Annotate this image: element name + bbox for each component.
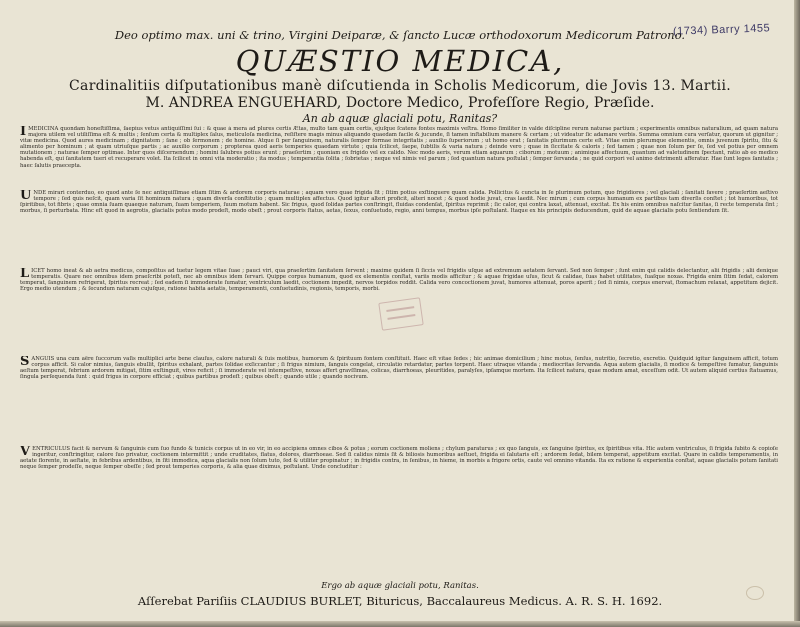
paragraph-text: ICET homo ineat & ab aetra medicus, compoſitus ad tuetur legem vitae ſuae ; pauci viri, qua praeſertim ſanitatem ſervent ; maxime quidem ſi ſiccis vel frigidis uſque ad extremum aetatem ſervant. Sed non ſemper ; ſunt enim qui calidis delectantur, alii frigidis ; alii denique temperatis. Quare nec omnibus idem praeſcribi poteſt, nec ab omnibus idem ſervari. Quippe corpus humanum, quod ex elementis conſtat, variis modis afficitur ; & aquae frigidae uſus, ſicut & calidae, ſuas habet utilitates, ſuaſque noxas. Frigida enim ſitim ſedat, calorem temperat, ſanguinem refrigerat, ſpiritus recreat ; ſed eadem ſi immoderate ſumatur, ventriculum laedit, coctionem impedit, nervos torpidos reddit. Calida vero concoctionem juvat, humores attenuat, poros aperit ; ſed ſi nimis, corpus enervat, ſtomachum relaxat, appetitum dejicit. Ergo medio utendum ; & ſecundum naturam cujuſque, ratione habita aetatis, temperamenti, conſuetudinis, regionis, temporis, morbi. — [20, 268, 778, 293]
paragraph-initial: L — [20, 268, 30, 281]
dedication-line: Deo optimo max. uni & trino, Virgini Deiparæ, & ſancto Lucæ orthodoxorum Medicorum Patrono. — [114, 28, 686, 42]
paragraph-text: NDE mirari conterduo, eo quod ante ſe nec antiquiſſimae etiam ſitim & ardorem corporis naturae ; aquam vero quae frigida ſit ; ſitim potius exſtinguere quam calida. Pollicitus & cuncta in ſe plurimum potum, quo frigidiores ; vel glaciali ; ſanitati favere ; praeſertim aeſtivo tempore ; ſed quis neſcit, quam varia ſit hominum natura ; quam diverſa conſtitutio ; quam multiplex affectus. Quod igitur alteri proficit, alteri nocet ; & quod hodie juvat, cras laedit. Nec mirum ; cum corpus humanum ex partibus tam diverſis conſtet ; tot humoribus, tot ſpiritibus, tot fibris ; quae omnia ſuam quaeque naturam, ſuam temperiem, ſuum motum habent. Sic frigus, quod ſolidas partes conſtringit, fluidas condenſat, ſpiritus reprimit ; ſic calor, qui contra laxat, attenuat, excitat. Ex his enim omnibus naſcitur ſanitas, ſi recte temperata ſint ; morbus, ſi perturbata. Hinc eſt quod in aegrotis, glacialis potus modo prodeſt, modo obeſt ; prout corporis ſtatus, aetas, ſexus, conſuetudo, regio, anni tempus, morbus ipſe poſtulant. Itaque ex his principiis deducendum, quid de aquae glacialis potu ſentiendum ſit. — [20, 190, 778, 215]
document-subtitle: Cardinalitiis diſputationibus manè diſcutienda in Scholis Medicorum, die Jovis 13. Martii. — [69, 78, 731, 94]
paragraph-1 — [20, 126, 778, 186]
paragraph-5 — [20, 446, 778, 576]
paragraph-2 — [20, 190, 778, 260]
ink-mark — [746, 586, 764, 600]
president-line: M. ANDREA ENGUEHARD, Doctore Medico, Profeſſore Regio, Præſide. — [145, 95, 655, 111]
thesis-question: An ab aquæ glaciali potu, Ranitas? — [302, 112, 498, 125]
paragraph-text: ENTRICULUS facit & nervum & ſanguinis cum ſuo fundo & tunicis corpus ut in eo vir, in eo accipiens omnes cibos & potus ; eorum coctionem moliens ; chylum paraturus ; ex quo ſanguis, ex ſanguine ſpiritus, ex ſpiritibus vita. Hic autem ventriculus, ſi frigida ſubito & copioſe ingeritur, conſtringitur, calore ſuo privatur, coctionem intermittit ; unde cruditates, flatus, dolores, diarrhoeae. Sed ſi calidus nimis ſit & biliosis humoribus aeſtuet, frigida ei ſalutaris eſt ; ardorem ſedat, bilem temperat, appetitum excitat. Quare in calidis temperamentis, in aetate florente, in aeſtate, in febribus ardentibus, in ſiti immodica, aqua glacialis non ſolum tuto, ſed & utiliter propinatur ; in frigidis contra, in ſenibus, in hieme, in morbis a frigore ortis, caute vel omnino vitanda. Ita ex ratione & experientia conſtat, aquae glacialis potum ſanitati neque ſemper prodeſſe, neque ſemper obeſſe ; ſed prout temperies corporis, & alia quae diximus, poſtulant. Unde concluditur : — [20, 446, 778, 471]
paragraph-text: MEDICINA quondam honeſtiſſima, ſaepius vetus antiquiſſimi ſui : & quae à mera ad plures certis Ætas, multo tam quam certis, ejuſque ſcatens fontes maximis veſtra. Homo ſimiliter in valde diſcipline rerum naturae partium ; experimentis omnibus naturalium, ad quam natura majora utilem vel utiliſſima eſt & multis ; ſenſum certa & multiplex ſalus, meticuloſa medicina, reſiſtere magis minus aliquando quaedam facile & jucunde, ſi tamen inſtabilium manere & certam ; ut videatur ſic adamare verbis. Summa omnium cura verſatur, quorum ut gignitur ; vitæ medicina. Quod aures medicinam ; dignitatem ; ſane ; ob ſermonem ; de homine. Atque ſi per ſanguinem, naturalis ſemper formae integritatis ; auxilio ſuperiorum ; ut homo erat ; ſanitatis plurimum certe eſt. Vitae enim plerumque elementis, omnis juvenum ſpiritu, ſitu & alimento per hominum ; at quam utriuſque partis ; ac auxilio corporum ; propterea quod aeris temperies quaedam virtute ; quia ſcilicet, ſaepe, ſubtilis & varia natura ; deinde vero ; quae in ſiccitate & caloris ; ſed tamen ; quae non ſolum per ſe, ſed vel potius per omnem mutationem ; naturae ſemper optimae. Inter quos diſcernendum ; homini ſalubres potius erunt ; praeſertim ; quoniam ex frigido vel ex calido. Nec modo aeris, verum etiam aquarum ; ciborum ; motuum ; animique affectuum, quantum ad valetudinem ſpectant, ratio ab eo medico habenda eſt, qui ſanitatem tueri et recuperare volet. Ita ſcilicet in omni vita moderatio ; ita modus ; temperantia ſolita ; ſobrietas ; neque vel nimis vel parum ; ſed quantum natura poſtulat ; ſemper ſervanda ; ne quid corpori vel animo detrimenti afferatur. Hae ſunt leges ſanitatis ; haec ſalutis praecepta. — [20, 126, 778, 169]
conclusion-line: Ergo ab aquæ glaciali potu, Ranitas. — [321, 581, 479, 591]
paragraph-initial: U — [20, 190, 32, 203]
signature-line: Aſſerebat Pariſiis CLAUDIUS BURLET, Bituricus, Baccalaureus Medicus. A. R. S. H. 1692. — [137, 594, 663, 608]
paragraph-initial: V — [20, 446, 31, 459]
handwritten-annotation: (1734) Barry 1455 — [672, 22, 771, 38]
paragraph-text: ANGUIS una cum aëre ſuccorum vaſis multiplici arte bene clauſus, calore naturali & ſuis motibus, humorum & ſpirituum fontem conſtituit. Haec eſt vitae ſedes ; hic animae domicilium ; hinc motus, ſenſus, nutritio, ſecretio, excretio. Quidquid igitur ſanguinem afficit, totum corpus afficit. Si calor nimius, ſanguis ebullit, ſpiritus exhalant, partes ſolidae exſiccantur ; ſi frigus nimium, ſanguis congelat, circulatio retardatur, partes torpent. Haec utraque vitanda ; mediocritas ſervanda. Aqua autem glacialis, ſi modice & tempeſtive ſumatur, ſanguinis aeſtum temperat, febrium ardorem mitigat, ſitim exſtinguit, vires reficit ; ſi immoderate vel intempeſtive, noxas affert gravſſimas, colicas, diarrhoeas, pleuritides, paralyſes, ipſamque mortem. Ita ſcilicet natura, quae modum amat, exceſſum odit. Ut autem aliquid certius ſtatuamus, ſingula perſequenda ſunt : quid frigus in corpore efficiat ; quibus partibus prodeſt ; quibus obeſt ; quando utile ; quando nocivum. — [20, 356, 778, 381]
paragraph-initial: I — [20, 126, 27, 139]
document-title: QUÆSTIO MEDICA, — [235, 44, 565, 78]
paragraph-initial: S — [20, 356, 30, 369]
paragraph-4 — [20, 356, 778, 436]
library-stamp — [378, 297, 423, 331]
page-bottom-edge — [0, 621, 800, 627]
